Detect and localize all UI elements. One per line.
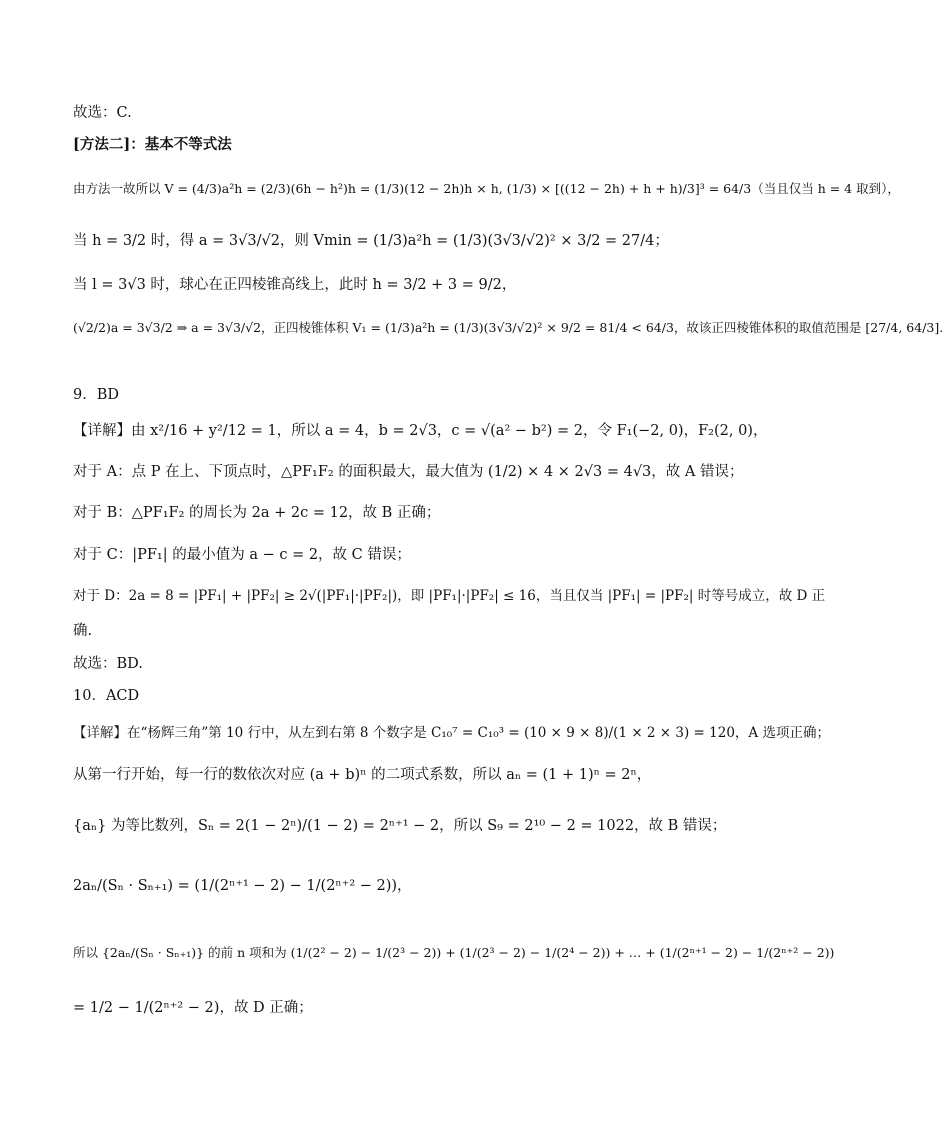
line-q10-option-d: = 1/2 − 1/(2ⁿ⁺² − 2)，故 D 正确； [73, 1000, 313, 1016]
line-q9-option-b: 对于 B：△PF₁F₂ 的周长为 2a + 2c = 12，故 B 正确； [73, 505, 441, 521]
line-volume-range: (√2/2)a = 3√3/2 ⇒ a = 3√3/√2，正四棱锥体积 V₁ = (1/3)a²h = (1/3)(3√3/√2)² × 9/2 = 81/4 < 64/3，故该正四棱锥体积的取值范围是 [27/4, 64/3]. [73, 320, 943, 335]
line-q10-detail: 【详解】在“杨辉三角”第 10 行中，从左到右第 8 个数字是 C₁₀⁷ = C₁₀³ = (10 × 9 × 8)/(1 × 2 × 3) = 120，A 选项正确； [73, 725, 830, 741]
line-q10-answer: 10．ACD [73, 688, 140, 704]
line-q9-detail: 【详解】由 x²/16 + y²/12 = 1，所以 a = 4，b = 2√3，c = √(a² − b²) = 2，令 F₁(−2, 0)，F₂(2, 0)， [73, 423, 768, 439]
line-q9-option-d-cont: 确. [73, 623, 93, 639]
line-q9-conclusion: 故选：BD. [73, 656, 143, 672]
line-q10-binomial: 从第一行开始，每一行的数依次对应 (a + b)ⁿ 的二项式系数，所以 aₙ = (1 + 1)ⁿ = 2ⁿ， [73, 767, 652, 783]
line-answer-c: 故选：C. [73, 105, 132, 121]
line-method-two-heading: [方法二]：基本不等式法 [73, 136, 232, 153]
line-q9-answer: 9．BD [73, 387, 120, 403]
line-q10-geometric: {aₙ} 为等比数列，Sₙ = 2(1 − 2ⁿ)/(1 − 2) = 2ⁿ⁺¹ − 2，所以 S₉ = 2¹⁰ − 2 = 1022，故 B 错误； [73, 818, 727, 834]
line-volume-inequality: 由方法一故所以 V = (4/3)a²h = (2/3)(6h − h²)h = (1/3)(12 − 2h)h × h, (1/3) × [((12 − 2h) + h + h)/3]³ = 64/3（当且仅当 h = 4 取到）， [73, 181, 900, 196]
line-q9-option-d: 对于 D：2a = 8 = |PF₁| + |PF₂| ≥ 2√(|PF₁|·|PF₂|)，即 |PF₁|·|PF₂| ≤ 16，当且仅当 |PF₁| = |PF₂| 时等号成立，故 D 正 [73, 588, 826, 604]
line-q10-term: 2aₙ/(Sₙ · Sₙ₊₁) = (1/(2ⁿ⁺¹ − 2) − 1/(2ⁿ⁺² − 2))， [73, 878, 412, 894]
line-vmin: 当 h = 3/2 时，得 a = 3√3/√2，则 Vmin = (1/3)a²h = (1/3)(3√3/√2)² × 3/2 = 27/4； [73, 233, 669, 249]
line-q9-option-a: 对于 A：点 P 在上、下顶点时，△PF₁F₂ 的面积最大，最大值为 (1/2) × 4 × 2√3 = 4√3，故 A 错误； [73, 464, 744, 480]
line-q10-sum: 所以 {2aₙ/(Sₙ · Sₙ₊₁)} 的前 n 项和为 (1/(2² − 2) − 1/(2³ − 2)) + (1/(2³ − 2) − 1/(2⁴ − 2)) + … + (1/(2ⁿ⁺¹ − 2) − 1/(2ⁿ⁺² − 2)) [73, 945, 835, 960]
line-q9-option-c: 对于 C：|PF₁| 的最小值为 a − c = 2，故 C 错误； [73, 547, 411, 563]
line-sphere-center: 当 l = 3√3 时，球心在正四棱锥高线上，此时 h = 3/2 + 3 = 9/2， [73, 277, 517, 293]
